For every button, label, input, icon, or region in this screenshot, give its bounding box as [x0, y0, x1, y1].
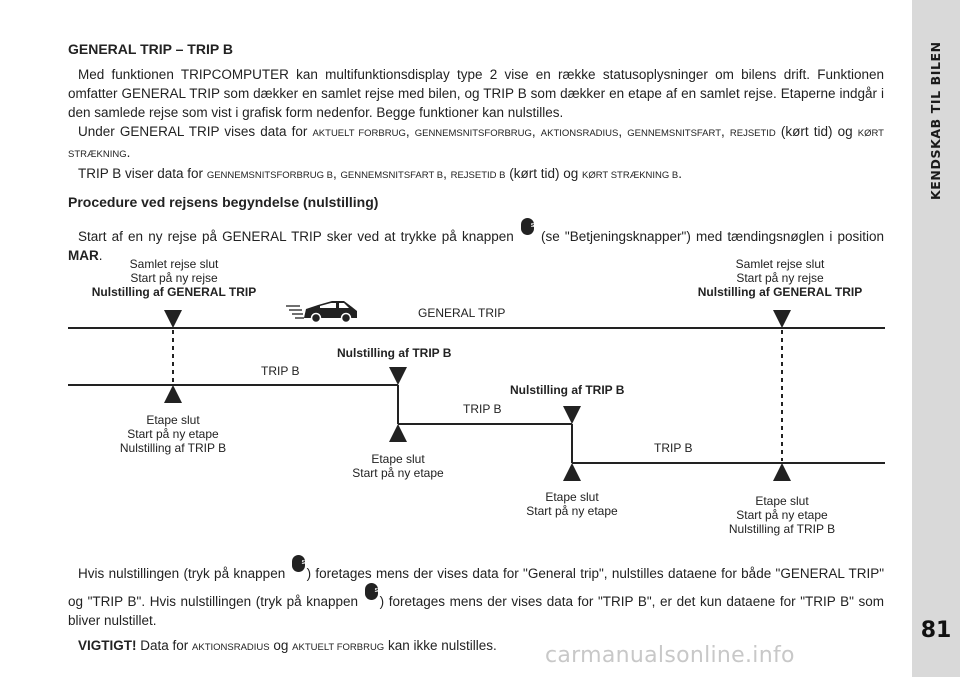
marker-down-right: [773, 310, 791, 328]
paragraph-general-trip-data: Under GENERAL TRIP vises data for AKTUELT FORBRUG, GENNEMSNITSFORBRUG, AKTIONSRADIUS, GENNEMSNITSFART, REJSETID (kørt tid) og KØRT STRÆKNING.: [68, 124, 884, 160]
section-title: KENDSKAB TIL BILEN: [928, 41, 943, 200]
label-stage-end-1: Etape slut Start på ny etape Nulstilling af TRIP B: [119, 413, 227, 455]
label-stage-end-4: Etape slut Start på ny etape Nulstilling af TRIP B: [728, 494, 836, 536]
label-trip-b-2: TRIP B: [463, 402, 502, 416]
paragraph-trip-b-data: TRIP B viser data for GENNEMSNITSFORBRUG B, GENNEMSNITSFART B, REJSETID B (kørt tid) og KØRT STRÆKNING B.: [78, 166, 683, 181]
marker-up-4: [773, 463, 791, 481]
marker-up-2: [389, 424, 407, 442]
marker-down-trip-b-1: [389, 367, 407, 385]
watermark: carmanualsonline.info: [545, 643, 795, 668]
marker-up-3: [563, 463, 581, 481]
paragraph-intro: Med funktionen TRIPCOMPUTER kan multifunktionsdisplay type 2 vise en række statusoplysninger om bilens drift. Funktionen omfatter GENERAL TRIP som dækker en samlet rejse med bilen, og TRIP B som dækker en etape af en samlet rejse. Etaperne indgår i den samlede rejse som vist i grafisk form nedenfor. Begge funktioner kan nulstilles.: [68, 67, 884, 120]
heading-procedure: Procedure ved rejsens begyndelse (nulstilling): [68, 194, 379, 210]
car-icon: [286, 301, 357, 323]
set-button-icon: SET 2: [365, 583, 378, 600]
paragraph-important: VIGTIGT! Data for AKTIONSRADIUS og AKTUELT FORBRUG kan ikke nulstilles.: [78, 638, 497, 653]
paragraph-procedure: Start af en ny rejse på GENERAL TRIP sker ved at trykke på knappen SET 2 (se "Betjeningsknapper") med tændingsnøglen i position MAR.: [68, 218, 884, 265]
marker-down-left: [164, 310, 182, 328]
heading-general-trip: GENERAL TRIP – TRIP B: [68, 41, 233, 57]
marker-up-1: [164, 385, 182, 403]
label-trip-b-1: TRIP B: [261, 364, 300, 378]
set-button-icon: SET 2: [292, 555, 305, 572]
page-number: 81: [920, 618, 952, 643]
intro-section: [68, 40, 884, 265]
marker-down-trip-b-2: [563, 406, 581, 424]
label-start-journey-right: Samlet rejse slut Start på ny rejse Nulstilling af GENERAL TRIP: [697, 257, 863, 299]
label-trip-b-3: TRIP B: [654, 441, 693, 455]
label-stage-end-2: Etape slut Start på ny etape: [352, 452, 444, 480]
paragraph-reset-behaviour: Hvis nulstillingen (tryk på knappen SET 2 ) foretages mens der vises data for "General trip", nulstilles dataene for både "GENERAL TRIP" og "TRIP B". Hvis nulstillingen (tryk på knappen SET 2 ) foretages mens der vises data for "TRIP B", er det kun dataene for "TRIP B" som bliver nulstillet.: [68, 555, 884, 630]
label-reset-trip-b-1: Nulstilling af TRIP B: [337, 346, 452, 360]
reset-notes-section: [68, 555, 884, 657]
label-stage-end-3: Etape slut Start på ny etape: [526, 490, 618, 518]
label-general-trip: GENERAL TRIP: [418, 306, 506, 320]
set-button-icon: SET 2: [521, 218, 534, 235]
label-start-journey-left: Samlet rejse slut Start på ny rejse Nulstilling af GENERAL TRIP: [91, 257, 257, 299]
label-reset-trip-b-2: Nulstilling af TRIP B: [510, 383, 625, 397]
